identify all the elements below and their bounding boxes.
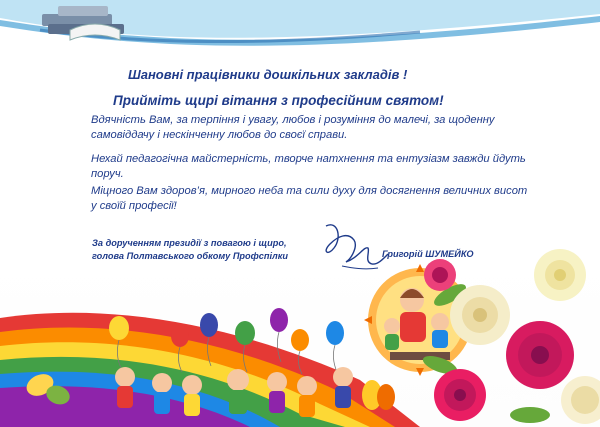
rose [561, 376, 600, 424]
signatory-name: Григорій ШУМЕЙКО [382, 249, 474, 259]
greeting-heading: Шановні працівники дошкільних закладів ! [128, 67, 408, 82]
signature-caption [92, 237, 332, 263]
rose [506, 321, 574, 389]
wishes-paragraph: Нехай педагогічна майстерність, творче натхнення та ентузіазм завжди йдуть поруч. [91, 153, 526, 180]
signature-line-2: голова Полтавського обкому Профспілки [92, 251, 289, 261]
rose [434, 369, 486, 421]
handwritten-signature-icon [312, 218, 392, 276]
signature-line-1: За дорученням президії з повагою і щиро, [92, 238, 287, 248]
gratitude-paragraph: Вдячність Вам, за терпіння і увагу, любов і розуміння до малечі, за щоденну самовіддачу і нескінченну любов до своєї справи. [91, 114, 495, 141]
rose [424, 259, 456, 291]
greeting-subheading: Прийміть щирі вітання з професійним святом! [113, 93, 444, 108]
balloon [326, 321, 344, 372]
activate-windows-watermark: Activate Windows [489, 393, 553, 402]
rose [534, 249, 586, 301]
rose [450, 285, 510, 345]
health-paragraph: Міцного Вам здоров’я, мирного неба та сили духу для досягнення величних висот у своїй професії! [91, 185, 528, 212]
